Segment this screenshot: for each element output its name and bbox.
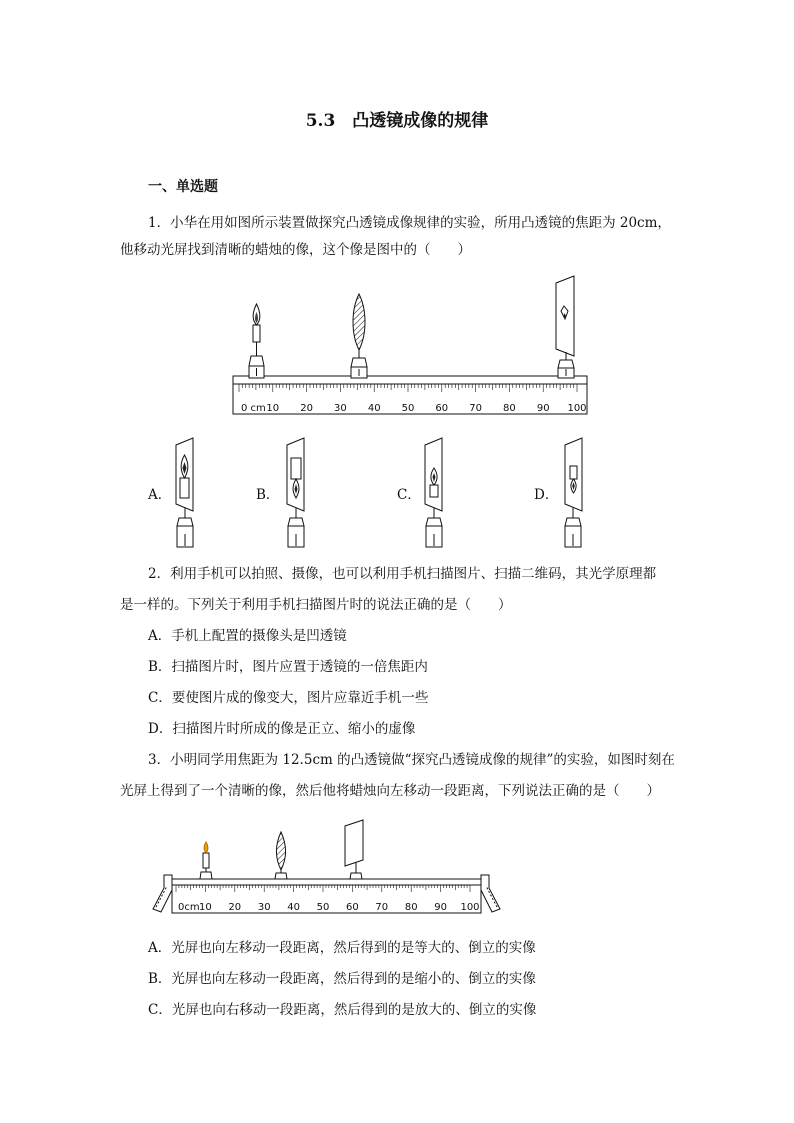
q3-option-b: B．光屏也向左移动一段距离，然后得到的是缩小的、倒立的实像 <box>148 971 536 987</box>
q3-option-c: C．光屏也向右移动一段距离，然后得到的是放大的、倒立的实像 <box>148 1002 537 1018</box>
scale-label: 100 <box>460 902 480 913</box>
q1-option-a-label: A． <box>148 487 172 503</box>
scale-label: 30 <box>334 403 347 414</box>
q1-option-d-label: D． <box>534 487 559 503</box>
scale-label: 40 <box>367 403 381 414</box>
q3-option-a: A．光屏也向左移动一段距离，然后得到的是等大的、倒立的实像 <box>148 940 536 956</box>
scale-label: 90 <box>434 902 447 913</box>
scale-label: 50 <box>401 403 415 414</box>
q1-option-b-label: B． <box>256 487 280 503</box>
q1-option-c-label: C． <box>397 487 421 503</box>
scale-label: 60 <box>435 403 449 414</box>
scale-label: 50 <box>316 902 330 913</box>
scale-label: 0 cm <box>241 403 266 414</box>
q3-text-line1: 3．小明同学用焦距为 12.5cm 的凸透镜做“探究凸透镜成像的规律”的实验，如图时刻在 <box>148 752 675 768</box>
convex-lens <box>275 832 287 879</box>
candle <box>200 842 212 879</box>
q2-option-b: B．扫描图片时，图片应置于透镜的一倍焦距内 <box>148 659 428 675</box>
light-screen <box>345 820 363 879</box>
q1-text-line1: 1．小华在用如图所示装置做探究凸透镜成像规律的实验，所用凸透镜的焦距为 20cm， <box>148 215 671 231</box>
scale-label: 90 <box>536 403 550 414</box>
scale-label: 70 <box>469 403 482 414</box>
scale-label: 80 <box>503 403 516 414</box>
q3-text-line2: 光屏上得到了一个清晰的像，然后他将蜡烛向左移动一段距离，下列说法正确的是（ ） <box>120 783 660 799</box>
scale-label: 100 <box>567 403 587 414</box>
scale-label: 0cm <box>178 902 200 913</box>
scale-label: 40 <box>287 902 300 913</box>
section-heading: 一、单选题 <box>148 179 218 195</box>
q2-text-line1: 2．利用手机可以拍照、摄像，也可以利用手机扫描图片、扫描二维码，其光学原理都 <box>148 566 657 582</box>
scale-label: 20 <box>300 403 313 414</box>
page-title: 5.3 凸透镜成像的规律 <box>305 111 489 131</box>
q2-text-line2: 是一样的。下列关于利用手机扫描图片时的说法正确的是（ ） <box>120 597 512 613</box>
scale-label: 10 <box>199 902 212 913</box>
scale-label: 30 <box>257 902 271 913</box>
scale-label: 80 <box>404 902 418 913</box>
optical-bench-rail <box>172 879 481 885</box>
q2-option-a: A．手机上配置的摄像头是凹透镜 <box>148 628 347 644</box>
scale-label: 60 <box>346 902 359 913</box>
scale-label: 20 <box>228 902 242 913</box>
q2-option-d: D．扫描图片时所成的像是正立、缩小的虚像 <box>148 721 416 737</box>
scale-label: 10 <box>266 403 280 414</box>
q2-option-c: C．要使图片成的像变大，图片应靠近手机一些 <box>148 690 429 706</box>
q1-text-line2: 他移动光屏找到清晰的蜡烛的像，这个像是图中的（ ） <box>120 242 471 258</box>
scale-label: 70 <box>375 902 389 913</box>
